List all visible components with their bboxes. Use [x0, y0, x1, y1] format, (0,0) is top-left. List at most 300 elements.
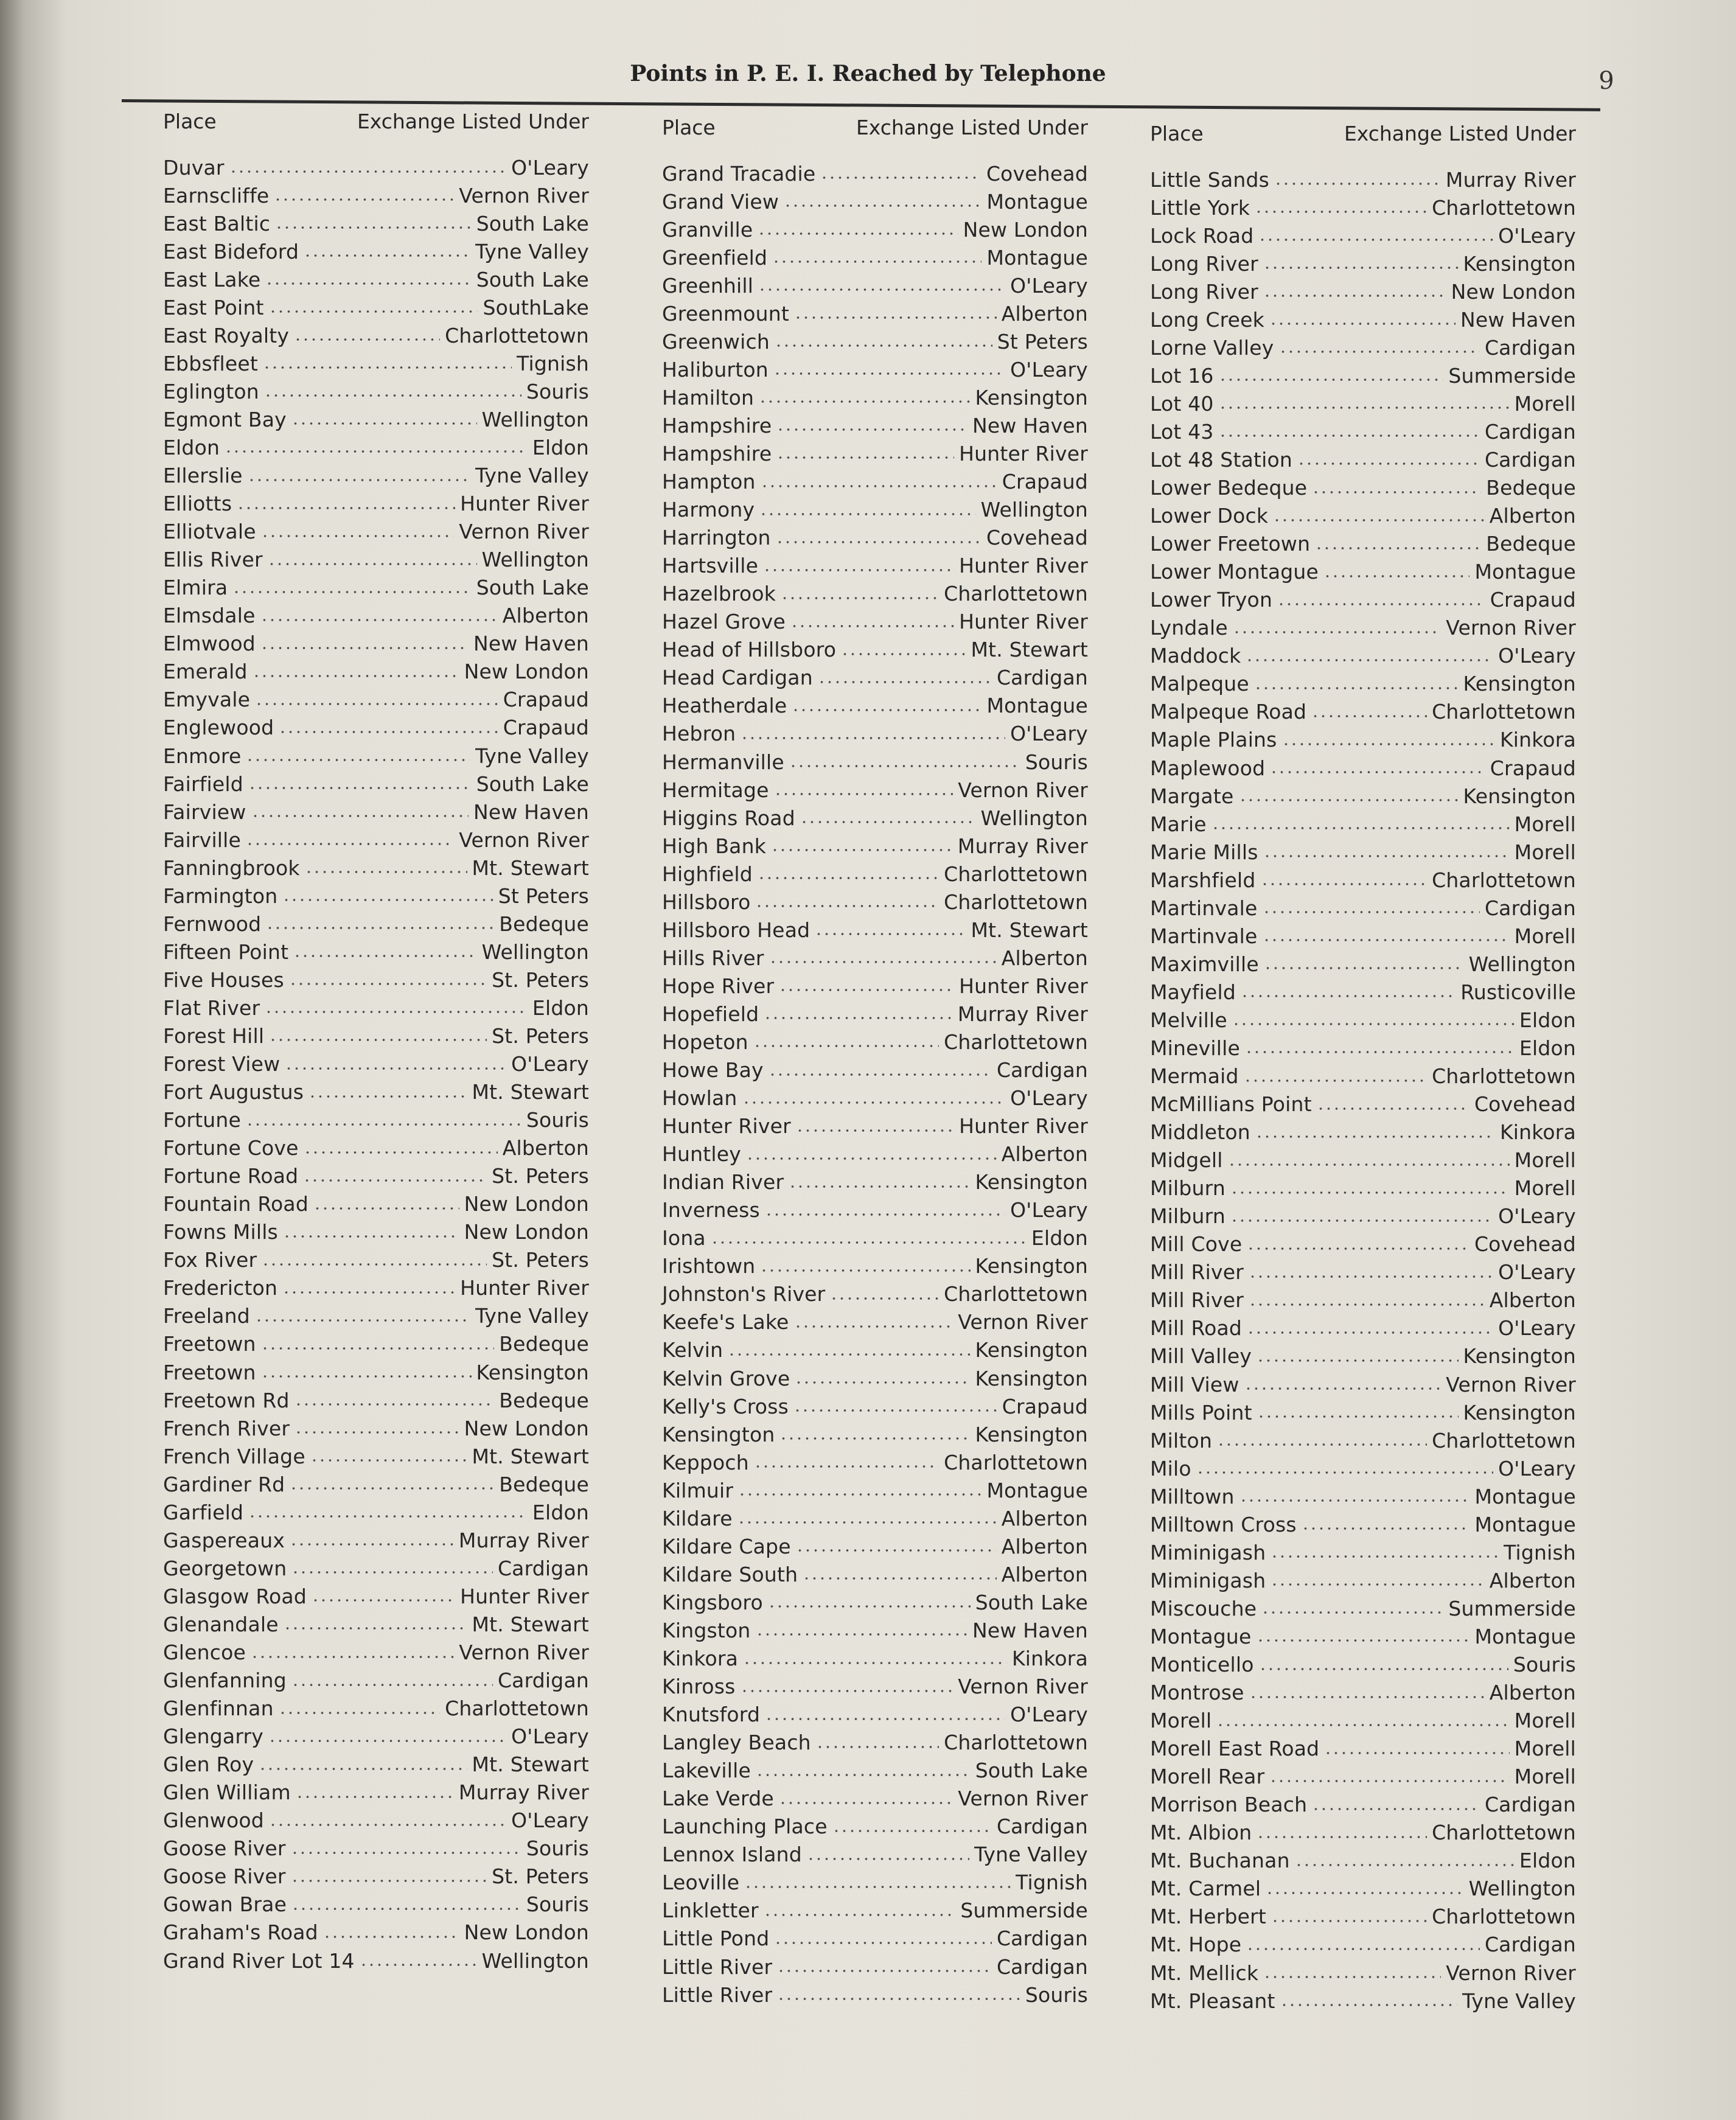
list-item: [662, 468, 1088, 496]
place-name: Langley Beach: [662, 1731, 811, 1755]
dot-leader: [790, 624, 954, 628]
place-name: Mill Valley: [1150, 1344, 1252, 1369]
list-item: [163, 1919, 589, 1947]
dot-leader: [792, 708, 981, 712]
exchange-name: Alberton: [1001, 1562, 1088, 1586]
list-item: [1150, 894, 1576, 922]
place-name: Hunter River: [662, 1114, 791, 1138]
place-name: High Bank: [662, 834, 767, 858]
list-item: [1150, 1034, 1576, 1062]
dot-leader: [293, 954, 476, 958]
exchange-name: New London: [963, 217, 1088, 242]
place-name: Flat River: [163, 995, 260, 1020]
place-name: Monticello: [1150, 1653, 1254, 1676]
exchange-name: Tyne Valley: [1462, 1989, 1576, 2013]
dot-leader: [1264, 966, 1464, 970]
dot-leader: [1246, 658, 1493, 662]
exchange-name: Charlottetown: [944, 582, 1088, 606]
list-item: [163, 1695, 589, 1723]
place-name: Long River: [1150, 279, 1258, 304]
exchange-name: O'Leary: [1498, 644, 1576, 668]
place-name: Milton: [1150, 1428, 1213, 1452]
dot-leader: [295, 1431, 459, 1434]
list-item: [1150, 1650, 1576, 1678]
list-item: [163, 630, 589, 658]
dot-leader: [1249, 1303, 1485, 1306]
dot-leader: [744, 1885, 1011, 1889]
dot-leader: [1263, 938, 1510, 942]
place-name: Milo: [1150, 1456, 1191, 1480]
place-name: Lower Dock: [1150, 504, 1269, 528]
exchange-name: Kinkora: [1011, 1647, 1088, 1670]
list-item: [163, 1723, 589, 1751]
exchange-name: Kensington: [1463, 784, 1576, 808]
dot-leader: [789, 764, 1020, 768]
list-item: [1150, 642, 1576, 670]
list-item: [163, 1891, 589, 1919]
exchange-name: Wellington: [1468, 952, 1576, 976]
dot-leader: [741, 736, 1005, 740]
dot-leader: [1295, 1863, 1515, 1867]
exchange-name: Souris: [1513, 1653, 1576, 1676]
list-item: [163, 1386, 589, 1414]
exchange-name: Bedeque: [499, 912, 589, 936]
exchange-name: South Lake: [476, 211, 589, 235]
exchange-name: Vernon River: [1446, 616, 1576, 640]
place-name: Elliotvale: [163, 520, 256, 544]
exchange-name: St. Peters: [492, 1023, 589, 1048]
list-item: [163, 1134, 589, 1162]
dot-leader: [1277, 602, 1485, 606]
place-name: Hazel Grove: [662, 610, 786, 634]
place-name: Fortune: [163, 1108, 242, 1132]
place-name: Lakeville: [662, 1759, 751, 1783]
dot-leader: [1317, 1107, 1469, 1111]
exchange-name: O'Leary: [1498, 223, 1576, 248]
place-name: Maplewood: [1150, 756, 1266, 780]
list-item: [662, 1168, 1088, 1196]
place-name: Granville: [662, 217, 753, 242]
exchange-name: Kensington: [1463, 1344, 1576, 1369]
list-item: [1150, 1174, 1576, 1202]
dot-leader: [1302, 1527, 1470, 1530]
list-item: [163, 854, 589, 882]
dot-leader: [246, 1123, 521, 1126]
place-name: Greenmount: [662, 301, 790, 326]
list-item: [163, 1526, 589, 1554]
place-name: Forest View: [163, 1052, 281, 1076]
list-item: [1150, 1763, 1576, 1791]
exchange-name: South Lake: [975, 1590, 1088, 1614]
list-item: [163, 826, 589, 854]
exchange-name: Kensington: [975, 1170, 1088, 1194]
dot-leader: [284, 1627, 467, 1630]
exchange-name: Alberton: [1001, 1142, 1088, 1166]
dot-leader: [1263, 854, 1510, 858]
place-name: Mt. Pleasant: [1150, 1989, 1275, 2013]
exchange-name: Montague: [986, 694, 1088, 718]
dot-leader: [265, 1010, 528, 1014]
exchange-name: Charlottetown: [944, 1731, 1088, 1755]
exchange-name: Covehead: [1474, 1232, 1576, 1257]
dot-leader: [764, 1913, 956, 1917]
place-name: Freetown: [163, 1360, 256, 1384]
place-name: Lot 16: [1150, 363, 1214, 388]
exchange-name: Charlottetown: [1432, 868, 1576, 892]
list-item: [1150, 1258, 1576, 1286]
exchange-name: Alberton: [1001, 1506, 1088, 1530]
dot-leader: [1270, 770, 1485, 774]
place-name: Ellerslie: [163, 464, 243, 488]
dot-leader: [794, 316, 997, 319]
exchange-name: Tyne Valley: [475, 239, 589, 263]
dot-leader: [760, 1269, 970, 1272]
list-item: [163, 1498, 589, 1526]
exchange-name: Montague: [1474, 1624, 1576, 1648]
dot-leader: [753, 1044, 939, 1048]
dot-leader: [771, 848, 953, 852]
place-name: Ebbsfleet: [163, 351, 259, 375]
exchange-name: Summerside: [1448, 363, 1576, 388]
dot-leader: [711, 1241, 1027, 1244]
listing-column-1: [163, 110, 589, 1975]
dot-leader: [1245, 1050, 1515, 1054]
place-name: Mt. Carmel: [1150, 1877, 1261, 1901]
place-name: Farmington: [163, 884, 278, 908]
listing-column-2: [662, 116, 1088, 2009]
exchange-name: Charlottetown: [1432, 195, 1576, 220]
place-name: Head Cardigan: [662, 666, 813, 690]
list-item: [1150, 1062, 1576, 1090]
list-item: [1150, 1931, 1576, 1959]
dot-leader: [1273, 518, 1485, 522]
dot-leader: [1297, 462, 1480, 465]
place-name: Georgetown: [163, 1556, 287, 1580]
list-item: [662, 552, 1088, 580]
place-name: Earnscliffe: [163, 183, 270, 207]
list-item: [163, 1302, 589, 1330]
exchange-name: O'Leary: [1010, 1198, 1088, 1222]
exchange-name: Vernon River: [459, 1641, 589, 1664]
exchange-name: Kensington: [975, 1338, 1088, 1362]
exchange-name: Charlottetown: [944, 862, 1088, 886]
exchange-name: O'Leary: [511, 155, 589, 180]
place-name: Mt. Mellick: [1150, 1961, 1259, 1985]
dot-leader: [769, 1073, 992, 1076]
dot-leader: [746, 1157, 997, 1160]
dot-leader: [291, 422, 477, 425]
dot-leader: [295, 1403, 495, 1406]
list-item: [662, 271, 1088, 299]
list-item: [1150, 1538, 1576, 1566]
exchange-name: Vernon River: [958, 1310, 1088, 1334]
list-item: [1150, 502, 1576, 530]
dot-leader: [816, 1745, 939, 1749]
place-name: Kingston: [662, 1618, 751, 1642]
place-name: Hope River: [662, 974, 775, 998]
dot-leader: [1263, 1975, 1441, 1979]
list-item: [662, 1336, 1088, 1364]
place-name: Greenwich: [662, 329, 770, 354]
place-name: Kinross: [662, 1675, 736, 1699]
dot-leader: [290, 1487, 494, 1490]
exchange-name: Crapaud: [1490, 588, 1576, 612]
dot-leader: [796, 1129, 954, 1132]
place-name: Margate: [1150, 784, 1234, 808]
list-item: [662, 1000, 1088, 1028]
dot-leader: [743, 1661, 1007, 1665]
dot-leader: [1311, 714, 1427, 718]
dot-leader: [253, 674, 459, 678]
list-item: [163, 349, 589, 377]
place-name: Glencoe: [163, 1641, 246, 1664]
list-item: [1150, 866, 1576, 894]
place-name: Lower Montague: [1150, 560, 1319, 584]
exchange-name: Eldon: [532, 1500, 589, 1524]
list-item: [163, 966, 589, 994]
exchange-name: Bedeque: [499, 1332, 589, 1356]
exchange-name: Bedeque: [499, 1472, 589, 1496]
place-name: Gaspereaux: [163, 1528, 285, 1552]
dot-leader: [779, 1801, 953, 1805]
list-item: [662, 1420, 1088, 1448]
exchange-name: Alberton: [1489, 1568, 1576, 1592]
place-name: Lower Tryon: [1150, 588, 1273, 612]
dot-leader: [1219, 434, 1480, 438]
list-item: [1150, 1342, 1576, 1370]
dot-leader: [282, 1291, 455, 1294]
list-item: [1150, 1482, 1576, 1510]
list-item: [662, 748, 1088, 776]
exchange-name: Montague: [1474, 1484, 1576, 1508]
place-name: Howe Bay: [662, 1058, 764, 1083]
list-item: [1150, 1510, 1576, 1538]
place-name: Middleton: [1150, 1120, 1250, 1145]
place-name: Maple Plains: [1150, 728, 1277, 752]
exchange-name: Vernon River: [459, 520, 589, 544]
exchange-name: Morell: [1514, 1709, 1576, 1733]
place-name: Launching Place: [662, 1815, 828, 1839]
dot-leader: [1261, 882, 1427, 886]
dot-leader: [1315, 546, 1481, 550]
exchange-name: O'Leary: [1010, 1086, 1088, 1111]
exchange-name: Charlottetown: [944, 1030, 1088, 1054]
place-name: Kelvin Grove: [662, 1366, 790, 1390]
place-name: Emerald: [163, 660, 248, 684]
place-name: Goose River: [163, 1836, 286, 1861]
list-item: [662, 1364, 1088, 1392]
dot-leader: [742, 1101, 1006, 1104]
exchange-name: Charlottetown: [944, 1450, 1088, 1474]
place-name: Hazelbrook: [662, 582, 776, 606]
exchange-name: Bedeque: [1486, 476, 1576, 500]
list-item: [662, 383, 1088, 411]
list-item: [662, 692, 1088, 720]
exchange-name: Mt. Stewart: [472, 1080, 589, 1104]
list-item: [163, 377, 589, 405]
exchange-name: O'Leary: [511, 1724, 589, 1749]
exchange-name: Morell: [1514, 1737, 1576, 1761]
dot-leader: [832, 1829, 992, 1833]
place-name: Mill River: [1150, 1260, 1244, 1285]
entry-list: [1150, 166, 1576, 2015]
exchange-name: Vernon River: [459, 183, 589, 207]
place-name: Kildare Cape: [662, 1534, 791, 1558]
list-item: [662, 776, 1088, 804]
place-name: Glen William: [163, 1780, 291, 1805]
dot-leader: [1232, 1022, 1515, 1026]
dot-leader: [759, 512, 975, 516]
list-item: [1150, 1454, 1576, 1482]
dot-leader: [296, 1795, 454, 1799]
exchange-name: Hunter River: [959, 441, 1088, 465]
exchange-name: Montague: [1474, 1512, 1576, 1536]
place-name: Haliburton: [662, 357, 769, 382]
place-name: Fifteen Point: [163, 940, 289, 964]
list-item: [1150, 1006, 1576, 1034]
exchange-name: Crapaud: [1490, 756, 1576, 780]
dot-leader: [776, 428, 967, 431]
exchange-name: Wellington: [481, 548, 589, 572]
exchange-name: Morell: [1514, 840, 1576, 864]
dot-leader: [1249, 1695, 1485, 1699]
dot-leader: [768, 1605, 971, 1608]
list-item: [662, 1897, 1088, 1925]
exchange-name: Kinkora: [1499, 728, 1576, 752]
list-item: [163, 265, 589, 293]
dot-leader: [1244, 1387, 1441, 1390]
place-name: Lennox Island: [662, 1843, 802, 1867]
exchange-column-heading: Exchange Listed Under: [1344, 122, 1576, 145]
exchange-name: Charlottetown: [445, 1696, 589, 1721]
dot-leader: [758, 288, 1005, 291]
dot-leader: [264, 394, 521, 397]
dot-leader: [304, 1151, 498, 1154]
list-item: [163, 1358, 589, 1386]
dot-leader: [283, 1235, 459, 1238]
place-name: Mill Cove: [1150, 1232, 1243, 1257]
page-number: 9: [1598, 67, 1614, 95]
place-name: Harmony: [662, 498, 755, 522]
exchange-name: Montague: [986, 1478, 1088, 1502]
list-item: [662, 1673, 1088, 1701]
exchange-name: Mt. Stewart: [971, 638, 1088, 662]
place-name: Lower Freetown: [1150, 532, 1311, 556]
place-name: Mt. Albion: [1150, 1821, 1252, 1845]
dot-leader: [263, 366, 512, 369]
list-item: [163, 490, 589, 518]
dot-leader: [820, 176, 981, 180]
exchange-name: Cardigan: [996, 666, 1088, 690]
exchange-name: Vernon River: [958, 778, 1088, 802]
place-name: Freeland: [163, 1304, 250, 1328]
exchange-name: Eldon: [1031, 1226, 1088, 1250]
list-item: [163, 1751, 589, 1779]
place-name: Long River: [1150, 251, 1258, 276]
place-name: Freetown: [163, 1332, 256, 1356]
exchange-name: Tignish: [1504, 1540, 1576, 1564]
dot-leader: [248, 786, 472, 790]
list-item: [163, 1863, 589, 1891]
exchange-name: St. Peters: [492, 968, 589, 992]
exchange-name: Kensington: [975, 1254, 1088, 1278]
list-item: [1150, 1959, 1576, 1987]
exchange-name: Vernon River: [1446, 1961, 1576, 1985]
place-name: Kildare: [662, 1506, 733, 1530]
dot-leader: [764, 1016, 953, 1020]
dot-leader: [1279, 350, 1480, 354]
list-item: [662, 1308, 1088, 1336]
place-name: Elmwood: [163, 632, 256, 656]
exchange-name: Souris: [526, 1836, 589, 1861]
place-name: Mill View: [1150, 1372, 1239, 1396]
dot-leader: [1239, 798, 1459, 802]
list-item: [662, 1813, 1088, 1841]
dot-leader: [793, 1409, 997, 1412]
exchange-name: St Peters: [498, 884, 589, 908]
list-item: [1150, 670, 1576, 698]
dot-leader: [761, 484, 997, 488]
list-item: [662, 1785, 1088, 1813]
list-item: [662, 524, 1088, 552]
place-name: Gardiner Rd: [163, 1472, 285, 1496]
exchange-name: Charlottetown: [1432, 700, 1576, 724]
exchange-name: Souris: [526, 379, 589, 403]
list-item: [163, 181, 589, 209]
dot-leader: [312, 1599, 455, 1602]
place-name: Hermitage: [662, 778, 769, 802]
list-item: [1150, 1819, 1576, 1847]
list-item: [662, 860, 1088, 888]
dot-leader: [259, 1767, 467, 1771]
list-item: [163, 1162, 589, 1190]
list-item: [662, 720, 1088, 748]
place-name: Hamilton: [662, 385, 755, 410]
list-item: [662, 580, 1088, 608]
exchange-name: Hunter River: [460, 1584, 589, 1608]
list-item: [1150, 417, 1576, 445]
dot-leader: [1255, 1135, 1495, 1138]
list-item: [1150, 1735, 1576, 1763]
exchange-name: New London: [464, 1416, 589, 1440]
dot-leader: [1217, 1443, 1427, 1446]
exchange-name: Murray River: [458, 1528, 589, 1552]
dot-leader: [291, 1571, 493, 1574]
list-item: [662, 804, 1088, 832]
dot-leader: [1255, 210, 1427, 214]
list-item: [163, 1050, 589, 1078]
list-item: [1150, 1847, 1576, 1875]
dot-leader: [774, 1941, 992, 1945]
list-item: [1150, 1146, 1576, 1174]
dot-leader: [275, 226, 472, 229]
list-item: [1150, 194, 1576, 221]
dot-leader: [758, 876, 939, 880]
list-item: [163, 209, 589, 237]
list-item: [163, 1218, 589, 1246]
list-item: [163, 994, 589, 1022]
place-name: Milburn: [1150, 1204, 1225, 1229]
exchange-name: O'Leary: [1010, 273, 1088, 298]
dot-leader: [765, 1213, 1005, 1216]
place-name: Lower Bedeque: [1150, 476, 1308, 500]
place-name: Greenfield: [662, 245, 768, 270]
place-name: Highfield: [662, 862, 753, 886]
list-item: [662, 1729, 1088, 1757]
exchange-name: Morell: [1514, 1148, 1576, 1173]
list-item: [1150, 810, 1576, 838]
dot-leader: [269, 1038, 487, 1042]
